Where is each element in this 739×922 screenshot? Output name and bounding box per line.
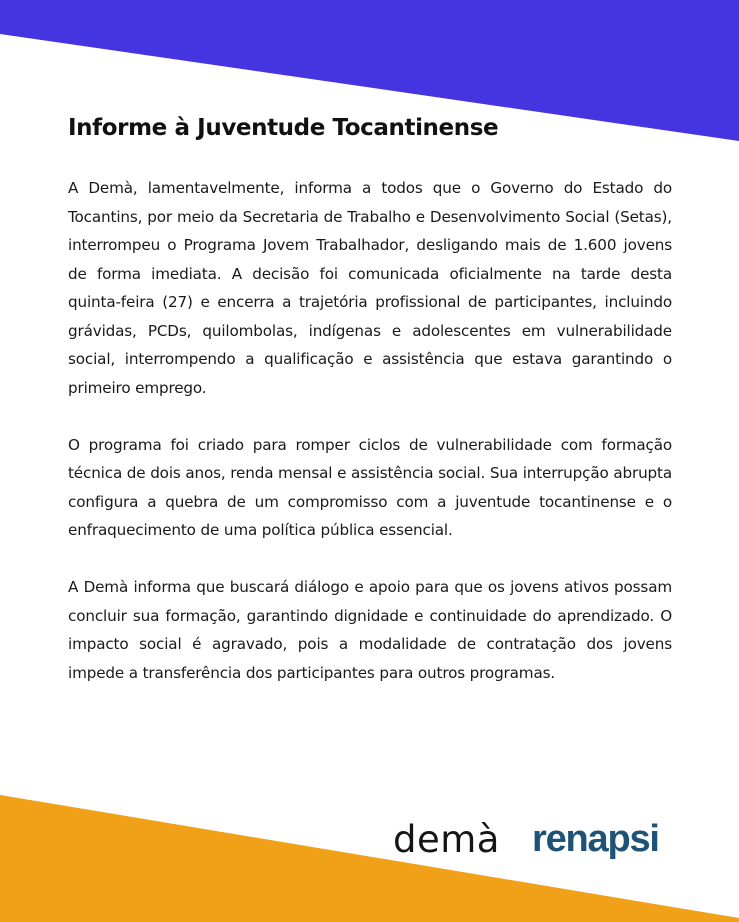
announcement-body — [68, 174, 672, 716]
page-title: Informe à Juventude Tocantinense — [68, 115, 499, 141]
paragraph-3: A Demà informa que buscará diálogo e apoio para que os jovens ativos possam concluir sua formação, garantindo dignidade e continuidade do aprendizado. O impacto social é agravado, pois a modalidade de contratação dos jovens impede a transferência dos participantes para outros programas. — [68, 578, 672, 682]
renapsi-logo: renapsi — [532, 818, 659, 860]
dema-logo: demà — [393, 818, 500, 861]
paragraph-2: O programa foi criado para romper ciclos de vulnerabilidade com formação técnica de dois anos, renda mensal e assistência social. Sua interrupção abrupta configura a quebra de um compromisso com a juventude tocantinense e o enfraquecimento de uma política pública essencial. — [68, 435, 672, 539]
paragraph-1: A Demà, lamentavelmente, informa a todos que o Governo do Estado do Tocantins, por meio da Secretaria de Trabalho e Desenvolvimento Social (Setas), interrompeu o Programa Jovem Trabalhador, desligando mais de 1.600 jovens de forma imediata. A decisão foi comunicada oficialmente na tarde desta quinta-feira (27) e encerra a trajetória profissional de participantes, incluindo grávidas, PCDs, quilombolas, indígenas e adolescentes em vulnerabilidade social, interrompendo a qualificação e assistência que estava garantindo o primeiro emprego. — [68, 179, 672, 397]
